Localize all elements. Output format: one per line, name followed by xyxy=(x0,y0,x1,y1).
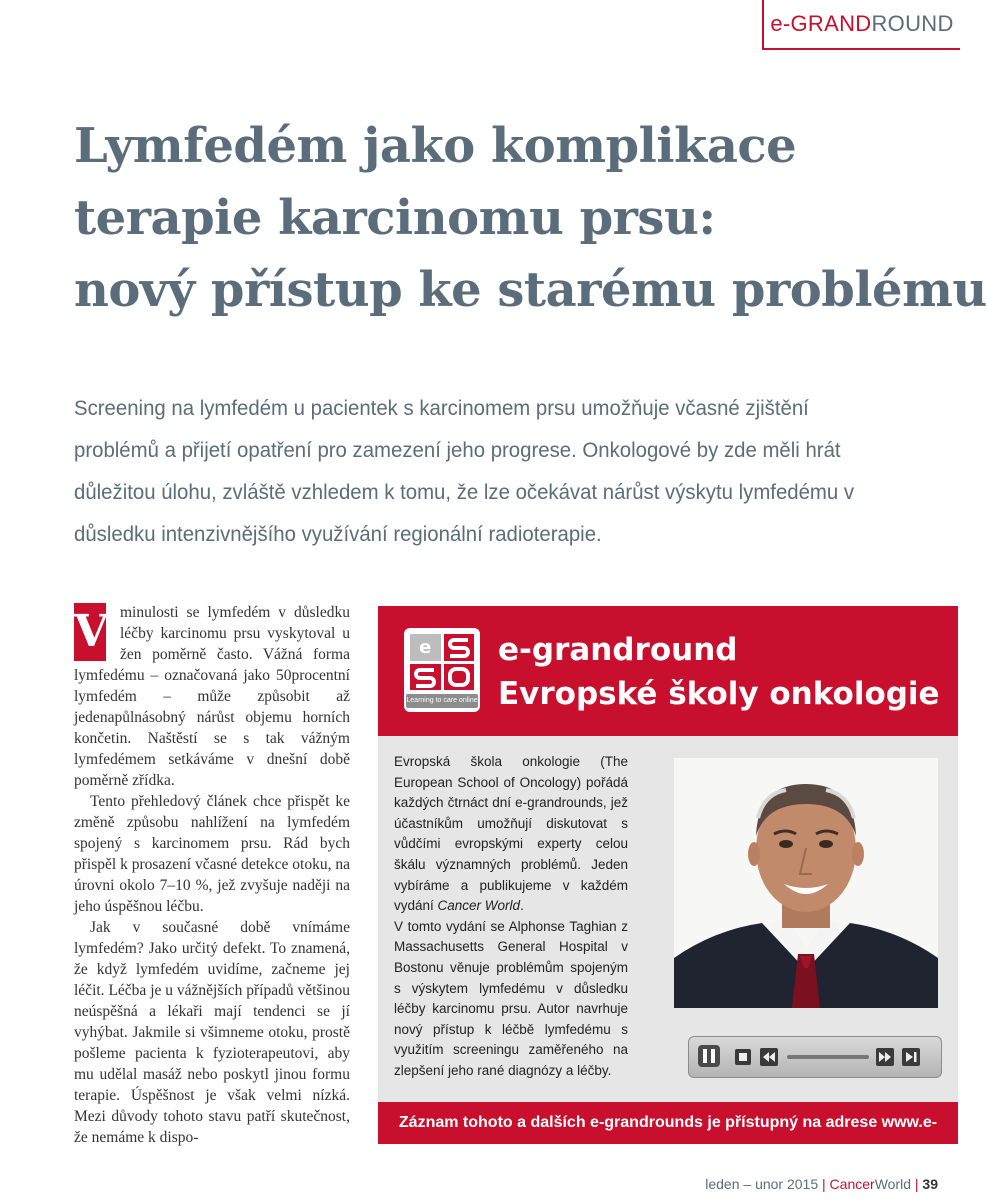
body-paragraph-3: Jak v současné době vnímáme lymfedém? Jako určitý defekt. To znamená, že když lymfedém uvidíme, začneme jej léčit. Léčba je u vážnějších případů většinou neúspěšná a lékaři mají tendenci se jí vyhýbat. Jakmile si všimneme otoku, prostě pošleme pacienta k fyzioterapeutovi, aby mu udělal masáž nebo poskytl jinou formu terapie. Úspěšnost je však velmi nízká. Mezi důvody tohoto stavu patří skutečnost, že nemáme k dispo- xyxy=(74,919,350,1146)
title-line-2: terapie karcinomu prsu: xyxy=(74,190,716,246)
footer-separator: | xyxy=(911,1176,923,1192)
eso-logo-cell xyxy=(410,664,441,691)
eso-logo-s-mark xyxy=(412,666,438,688)
magazine-name: Cancer World xyxy=(437,898,521,914)
standfirst-line-2: problémů a přijetí opatření pro zamezení jeho progrese. Onkologové by zde měli hrát xyxy=(74,439,841,462)
box-title-line-1: e-grandround xyxy=(498,632,738,668)
section-label-rest: ROUND xyxy=(871,11,954,36)
title-line-1: Lymfedém jako komplikace xyxy=(74,118,797,174)
end-button[interactable] xyxy=(901,1047,921,1067)
eso-logo-s-mark xyxy=(446,636,472,658)
box-footer-link[interactable]: Záznam tohoto a dalších e-grandrounds je přístupný na adrese www.e-eso.net. xyxy=(378,1102,958,1144)
body-paragraph-1-text: minulosti se lymfedém v důsledku léčby karcinomu prsu vyskytoval u žen poměrně často. Vážná forma lymfedému – označovaná jako 50procentní lymfedém – může způsobit až jedenapůlnásobný nárůst objemu horních končetin. Naštěstí se s tak vážným lymfedémem setkáváme v dnešní době poměrně zřídka. xyxy=(74,604,350,789)
e-grandround-box xyxy=(378,606,958,1173)
magazine-brand-world: World xyxy=(874,1176,911,1192)
rewind-icon xyxy=(759,1047,779,1067)
box-paragraph-2: V tomto vydání se Alphonse Taghian z Massachusetts General Hospital v Bostonu věnuje problémům spojeným s výskytem lymfedému v důsledku léčby karcinomu prsu. Autor navrhuje nový přístup k léčbě lymfedému s využitím screeningu zaměřeného na zlepšení jeho rané diagnózy a léčby. xyxy=(394,918,628,1078)
dropcap xyxy=(74,605,112,663)
standfirst-line-4: důsledku intenzivnějšího využívání regionální radioterapie. xyxy=(74,523,602,546)
body-paragraph-2: Tento přehledový článek chce přispět ke změně způsobu nahlížení na lymfedém spojený s karcinomem prsu. Rád bych přispěl k prosazení včasné detekce otoku, na úrovni okolo 7–10 %, jež zvyšuje naději na jeho úspěšnou léčbu. xyxy=(74,793,350,915)
box-header xyxy=(378,606,958,736)
video-player-controls xyxy=(688,1036,942,1078)
eso-logo-cell xyxy=(444,634,475,661)
section-label xyxy=(770,11,953,37)
eso-logo-o-mark xyxy=(447,666,471,688)
standfirst-line-1: Screening na lymfedém u pacientek s karcinomem prsu umožňuje včasné zjištění xyxy=(74,397,809,420)
author-photo xyxy=(674,758,938,1008)
article-title xyxy=(74,110,987,326)
eso-logo xyxy=(404,628,480,712)
box-paragraph-1-end: . xyxy=(520,898,524,914)
magazine-brand-cancer: Cancer xyxy=(829,1176,875,1192)
stop-button[interactable] xyxy=(733,1047,753,1067)
page-footer xyxy=(705,1176,938,1192)
skip-end-icon xyxy=(901,1047,921,1067)
issue-date: leden – unor 2015 xyxy=(705,1176,819,1192)
progress-bar[interactable] xyxy=(787,1055,869,1059)
forward-button[interactable] xyxy=(875,1047,895,1067)
dropcap-letter: V xyxy=(74,603,106,661)
box-title-line-2: Evropské školy onkologie xyxy=(498,676,940,712)
fast-forward-icon xyxy=(875,1047,895,1067)
article-body xyxy=(74,602,350,1148)
box-paragraph-1 xyxy=(394,752,628,917)
box-title xyxy=(498,628,940,716)
box-paragraph-1-text: Evropská škola onkologie (The European School of Oncology) pořádá každých čtrnáct dní e-grandrounds, jež účastníkům umožňují diskutovat s vůdčími evropskými experty celou škálu významných problémů. Jeden vybíráme a publikujeme v každém vydání xyxy=(394,754,628,914)
section-label-accent: e-GRAND xyxy=(770,11,872,36)
box-text xyxy=(394,752,628,1082)
eso-logo-tagline: Learning to care online xyxy=(406,694,478,708)
section-tab xyxy=(762,0,960,50)
author-portrait-image xyxy=(674,758,938,1008)
footer-separator: | xyxy=(818,1176,830,1192)
eso-logo-cell xyxy=(444,664,475,691)
article-standfirst xyxy=(74,388,934,556)
rewind-button[interactable] xyxy=(759,1047,779,1067)
pause-icon xyxy=(697,1044,721,1068)
eso-logo-grid xyxy=(410,634,474,690)
page-number: 39 xyxy=(922,1176,938,1192)
body-paragraph-1 xyxy=(74,602,350,791)
standfirst-line-3: důležitou úlohu, zvláště vzhledem k tomu, že lze očekávat nárůst výskytu lymfedému v xyxy=(74,481,855,504)
pause-button[interactable] xyxy=(697,1044,721,1068)
eso-logo-cell: e xyxy=(410,634,441,661)
stop-icon xyxy=(733,1047,753,1067)
title-line-3: nový přístup ke starému problému xyxy=(74,262,987,318)
